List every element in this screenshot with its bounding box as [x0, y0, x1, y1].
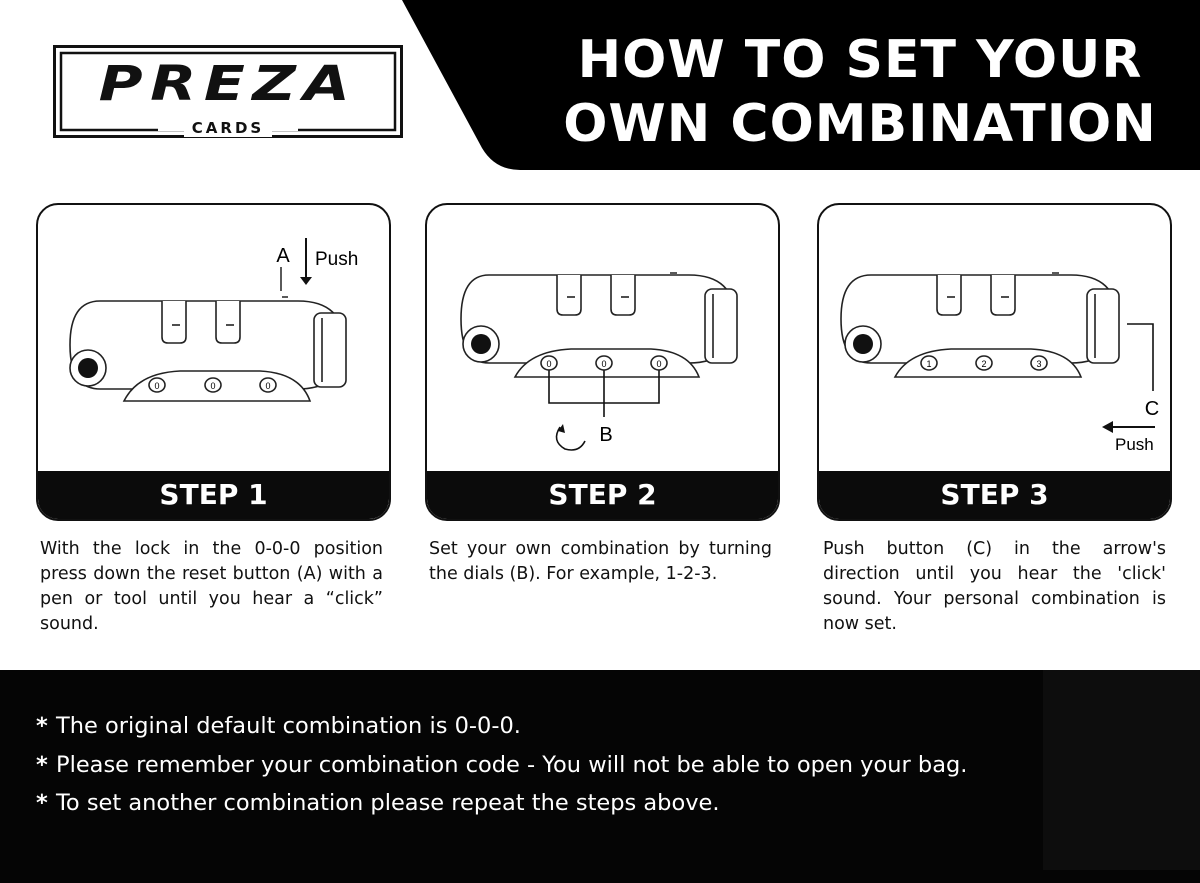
brand-logo — [53, 45, 403, 138]
note-bullet-1: * — [36, 713, 48, 739]
step-2-dial-3-value: 0 — [656, 359, 662, 369]
step-3-dial-3-value: 3 — [1036, 359, 1042, 369]
step-1-callout-letter: A — [276, 245, 290, 267]
note-bullet-2: * — [36, 752, 48, 778]
step-1-card — [36, 203, 391, 521]
notes-shade — [1043, 670, 1200, 870]
notes-panel — [0, 670, 1200, 883]
step-1-dial-2-value: 0 — [210, 381, 216, 391]
note-item-1 — [36, 711, 521, 741]
step-3-description: Push button (C) in the arrow's direction until you hear the 'click' sound. Your personal combination is now set. — [823, 539, 1166, 634]
step-2-label: STEP 2 — [427, 471, 778, 519]
step-1-dial-3 — [260, 378, 276, 392]
step-1-dial-2 — [205, 378, 221, 392]
step-2-dial-2-value: 0 — [601, 359, 607, 369]
step-3-dial-3 — [1031, 356, 1047, 370]
step-2-dial-1-value: 0 — [546, 359, 552, 369]
step-3-card — [817, 203, 1172, 521]
step-2-callout-letter: B — [599, 424, 613, 446]
note-item-2 — [36, 750, 967, 780]
note-bullet-3: * — [36, 790, 48, 816]
title-line-2: OWN COMBINATION — [563, 94, 1157, 154]
logo-wordmark: PREZA — [98, 56, 358, 112]
logo-subtitle — [53, 119, 403, 137]
step-3-callout-push: Push — [1115, 435, 1154, 454]
step-3-dial-2-value: 2 — [981, 359, 987, 369]
note-item-3 — [36, 788, 720, 818]
step-1-dial-1 — [149, 378, 165, 392]
step-3-dial-1 — [921, 356, 937, 370]
note-text-1: The original default combination is 0-0-0. — [56, 713, 521, 739]
step-3-dials — [819, 205, 1172, 475]
step-3-dial-1-value: 1 — [926, 359, 932, 369]
step-3-label: STEP 3 — [819, 471, 1170, 519]
note-text-2: Please remember your combination code - You will not be able to open your bag. — [56, 752, 968, 778]
page-title — [520, 28, 1200, 156]
step-1-dial-3-value: 0 — [265, 381, 271, 391]
step-1-description: With the lock in the 0-0-0 position press down the reset button (A) with a pen or tool until you hear a “click” sound. — [40, 539, 383, 634]
step-1-dial-1-value: 0 — [154, 381, 160, 391]
step-2-dial-3 — [651, 356, 667, 370]
step-2-dial-2 — [596, 356, 612, 370]
step-3-dial-2 — [976, 356, 992, 370]
title-line-1: HOW TO SET YOUR — [577, 30, 1143, 90]
note-text-3: To set another combination please repeat the steps above. — [56, 790, 720, 816]
step-1-label: STEP 1 — [38, 471, 389, 519]
step-2-dial-1 — [541, 356, 557, 370]
step-3-callout-letter: C — [1144, 398, 1160, 420]
step-2-card — [425, 203, 780, 521]
step-1-dials — [38, 205, 391, 475]
step-2-dials — [427, 205, 780, 475]
step-1-callout-push: Push — [315, 249, 359, 270]
logo-subtitle-text: CARDS — [184, 119, 272, 137]
step-2-description: Set your own combination by turning the dials (B). For example, 1-2-3. — [429, 539, 772, 584]
